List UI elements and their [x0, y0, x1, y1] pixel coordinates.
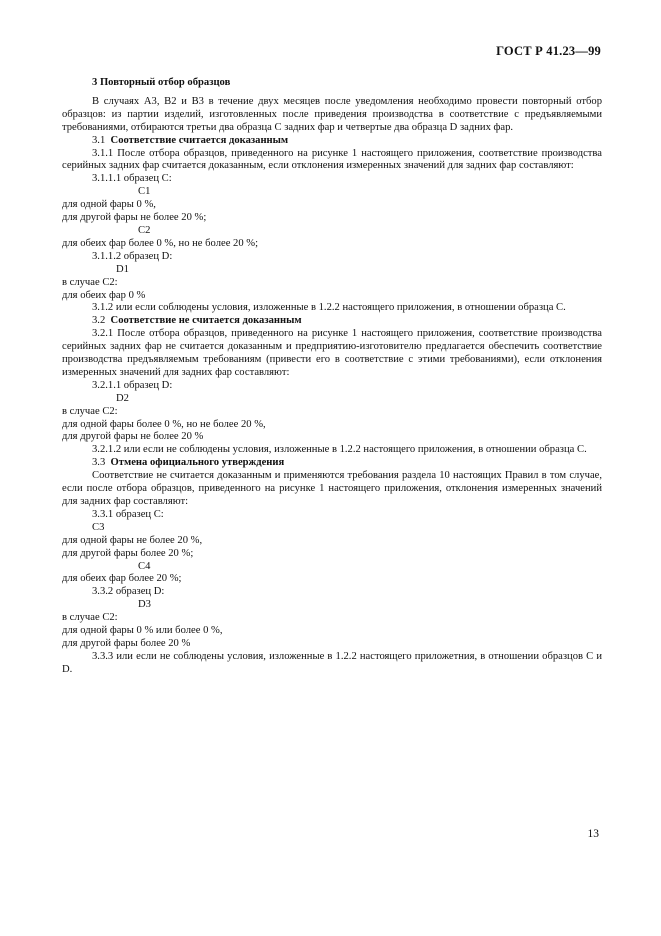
clause-3-1-1-1-line-b: для другой фары не более 20 %;	[62, 212, 207, 224]
clause-3-2-title: Соответствие не считается доказанным	[110, 315, 302, 327]
clause-3-1-2: 3.1.2 или если соблюдены условия, изложенные в 1.2.2 настоящего приложения, в отношении образца С.	[92, 302, 566, 314]
clause-3-3-3: 3.3.3 или если не соблюдены условия, изложенные в 1.2.2 настоящего приложетния, в отношении образцов С и D.	[62, 650, 602, 675]
sample-d3-label: D3	[138, 599, 151, 611]
clause-3-2-1-1: 3.2.1.1 образец D:	[92, 379, 173, 391]
sample-d2-label: D2	[116, 392, 129, 404]
clause-3-1-title: Соответствие считается доказанным	[110, 134, 289, 146]
clause-3-1-1-2-line-b: для обеих фар 0 %	[62, 289, 146, 301]
clause-3-2-1-1-line-b: для одной фары более 0 %, но не более 20 %,	[62, 418, 266, 430]
clause-3-3-1-line-a: для одной фары не более 20 %,	[62, 534, 203, 546]
clause-3-1-1-1-line-c: для обеих фар более 0 %, но не более 20 %;	[62, 237, 259, 249]
document-code: ГОСТ Р 41.23—99	[496, 44, 601, 58]
section-3-title: 3 Повторный отбор образцов	[92, 77, 231, 88]
sample-c4-label: C4	[138, 560, 151, 572]
clause-3-2-number: 3.2	[92, 315, 106, 327]
clause-3-1-1-2-line-a: в случае С2:	[62, 276, 118, 288]
clause-3-2-1-1-line-a: в случае С2:	[62, 405, 118, 417]
clause-3-1-1-2: 3.1.1.2 образец D:	[92, 250, 173, 262]
clause-3-3-1-line-c: для обеих фар более 20 %;	[62, 573, 182, 585]
sample-c2-label: C2	[138, 224, 151, 236]
sample-d1-label: D1	[116, 263, 129, 275]
clause-3-3-1-line-b: для другой фары более 20 %;	[62, 547, 194, 559]
clause-3-1-heading	[62, 135, 602, 148]
section-3-intro: В случаях А3, В2 и В3 в течение двух месяцев после уведомления необходимо провести повторный отбор образцов: из партии изделий, изготовленных после приведения производства в соответствие с предъявляемыми требованиями, отбираются третьи два образца С задних фар и четвертые два образца D задних фар.	[62, 95, 602, 133]
sample-c3-label: C3	[92, 521, 105, 533]
clause-3-3-heading	[62, 457, 602, 470]
page-number: 13	[587, 828, 599, 840]
sample-c1-label: C1	[138, 186, 151, 198]
clause-3-3-title: Отмена официального утверждения	[110, 457, 285, 469]
clause-3-3-1: 3.3.1 образец С:	[92, 508, 164, 520]
clause-3-1-number: 3.1	[92, 134, 106, 146]
clause-3-2-heading	[62, 315, 602, 328]
clause-3-2-1-1-line-c: для другой фары не более 20 %	[62, 431, 204, 443]
clause-3-3-2-line-c: для другой фары более 20 %	[62, 637, 191, 649]
clause-3-3-2-line-a: в случае С2:	[62, 612, 118, 624]
clause-3-3-2-line-b: для одной фары 0 % или более 0 %,	[62, 625, 223, 637]
clause-3-3-text: Соответствие не считается доказанным и применяются требования раздела 10 настоящих Правил в том случае, если после отбора образцов, приведенного на рисунке 1 настоящего приложения, отклонения измеренных значений для задних фар составляют:	[62, 470, 602, 507]
clause-3-1-1: 3.1.1 После отбора образцов, приведенного на рисунке 1 настоящего приложения, соответствие производства серийных задних фар считается доказанным, если отклонения измеренных значений для задних фар составляют:	[62, 147, 602, 172]
clause-3-1-1-1-line-a: для одной фары 0 %,	[62, 199, 156, 211]
document-body	[62, 77, 602, 677]
clause-3-1-1-1: 3.1.1.1 образец С:	[92, 173, 172, 185]
clause-3-3-2: 3.3.2 образец D:	[92, 586, 165, 598]
clause-3-2-1-2: 3.2.1.2 или если не соблюдены условия, изложенные в 1.2.2 настоящего приложения, в отношении образца С.	[92, 444, 587, 456]
clause-3-2-1: 3.2.1 После отбора образцов, приведенного на рисунке 1 настоящего приложения, соответствие производства серийных задних фар не считается доказанным и предприятию-изготовителю предлагается обеспечить соответствие производства предъявляемым требованиям (привести его в соответствие с этими требованиями), если отклонения измеренных значений для задних фар составляют:	[62, 328, 602, 378]
clause-3-3-number: 3.3	[92, 457, 106, 469]
